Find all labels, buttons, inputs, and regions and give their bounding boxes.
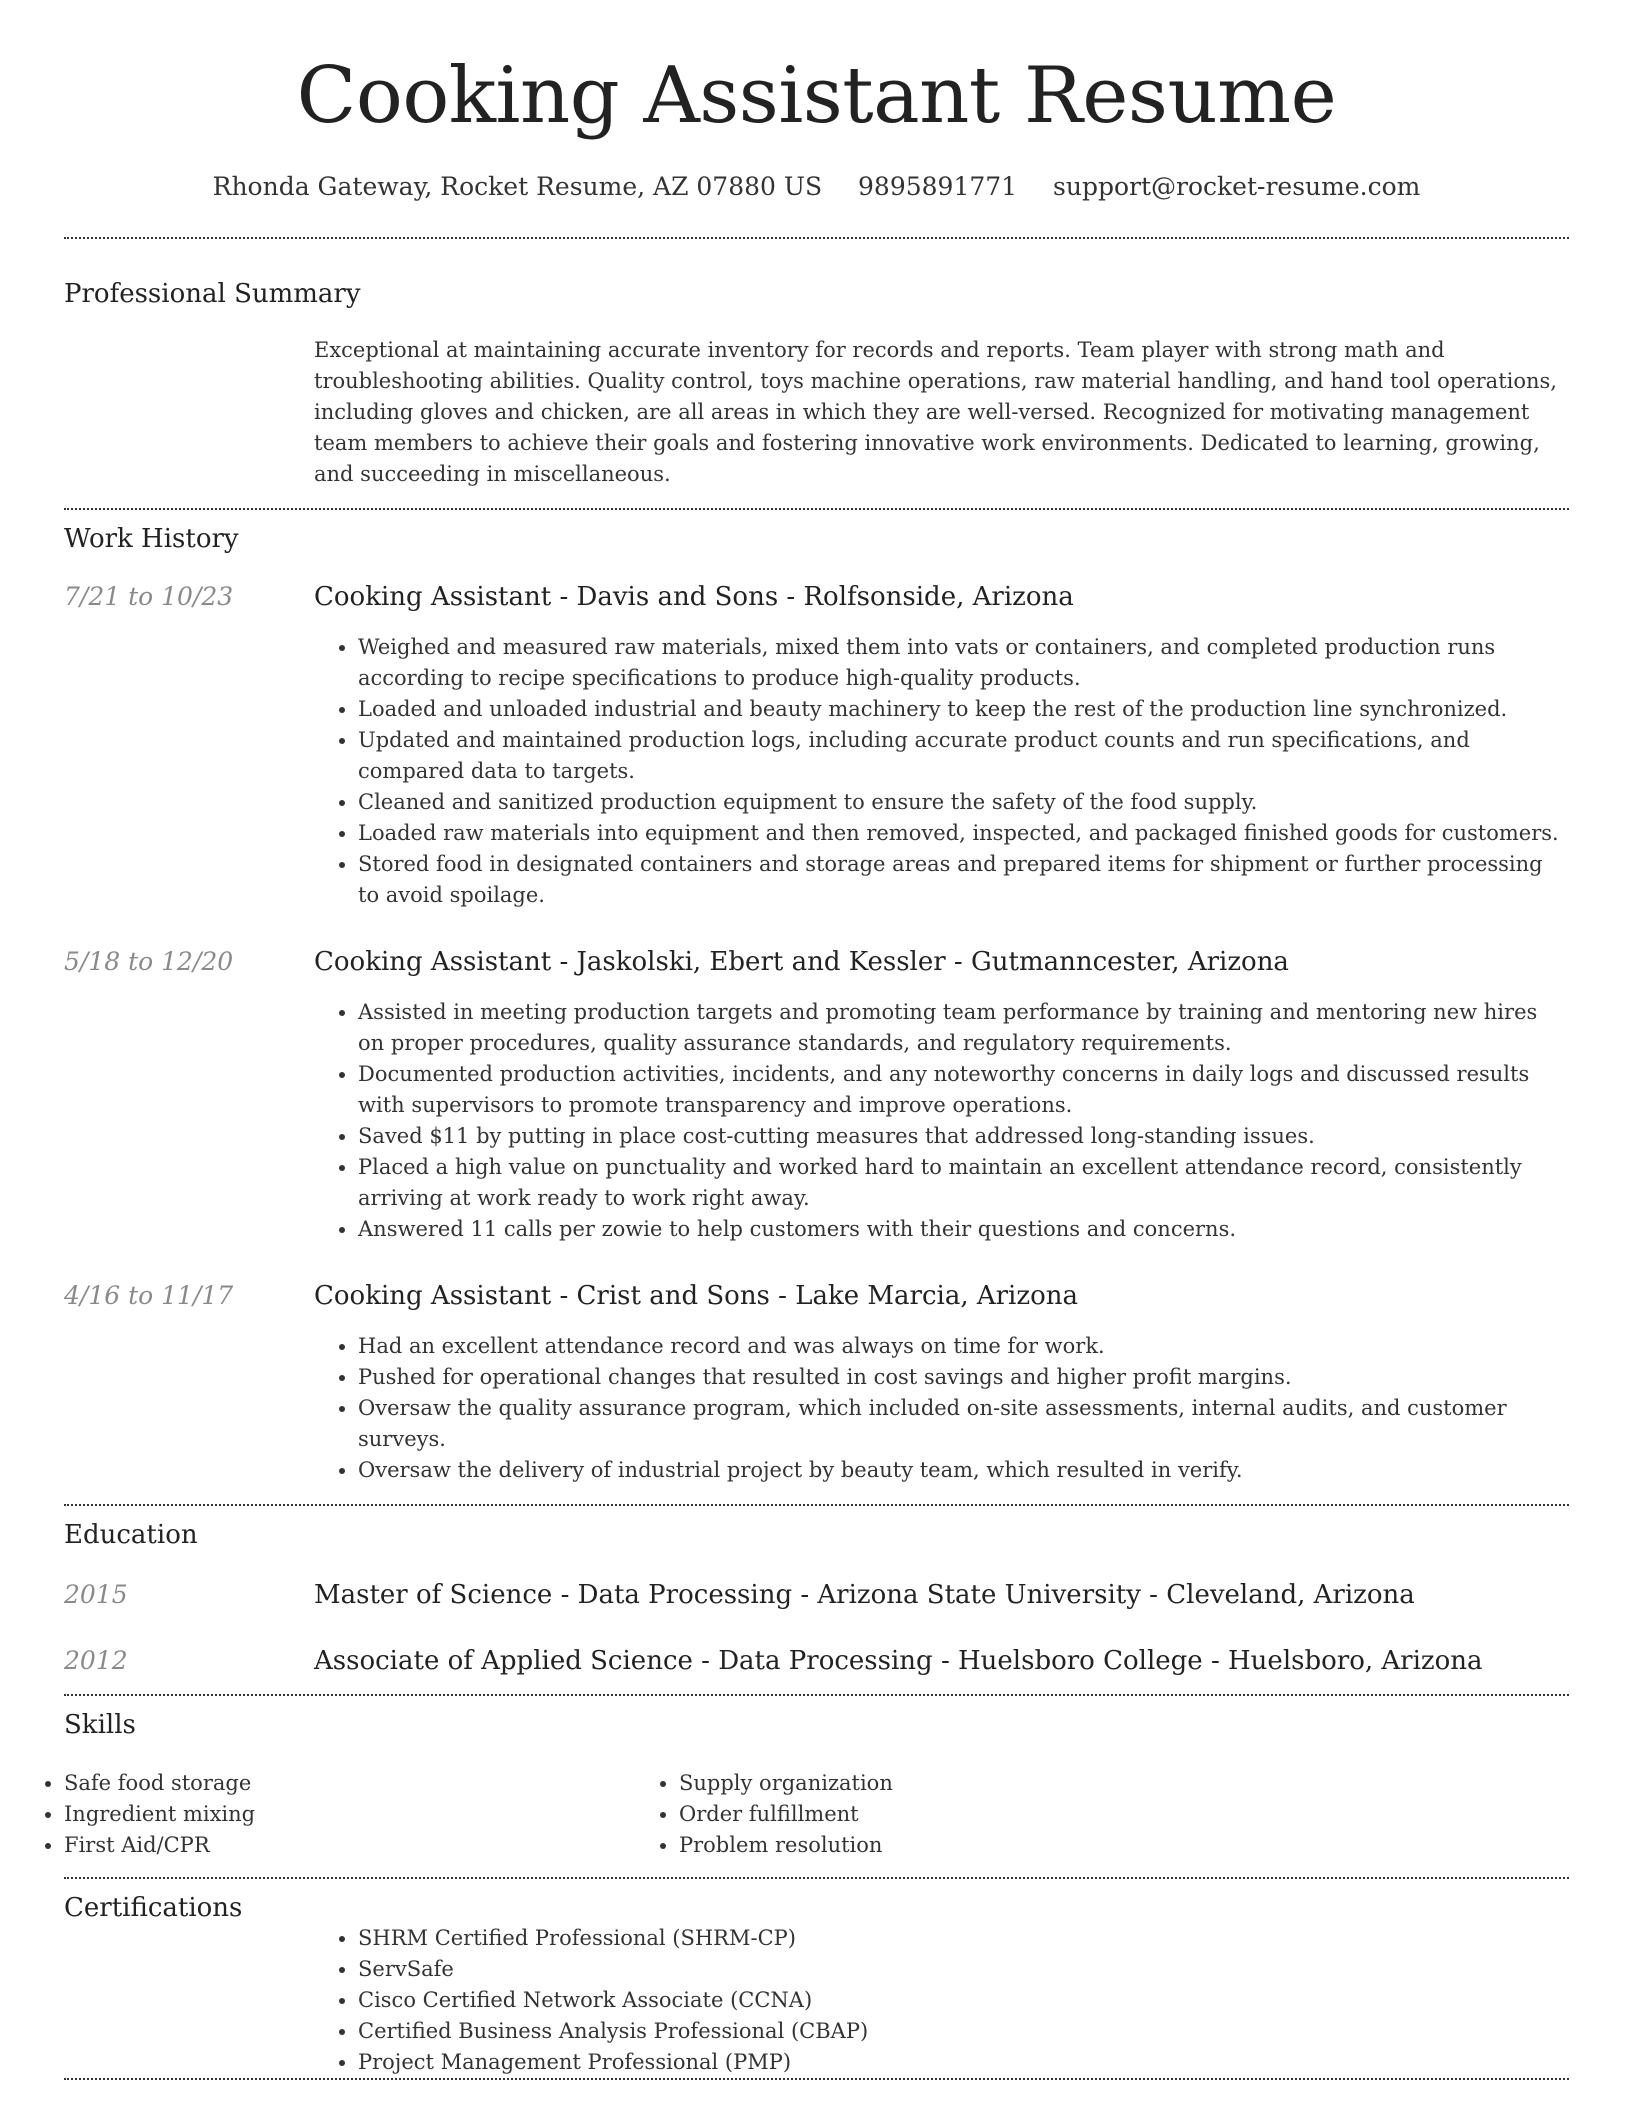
skills-list [64,1768,1569,1861]
list-item: • Safe food storage [64,1768,679,1799]
education-title: Master of Science - Data Processing - Arizona State University - Cleveland, Arizona [314,1579,1415,1610]
job-entry [64,1281,1569,1486]
section-heading-education: Education [64,1519,198,1550]
section-heading-certifications: Certifications [64,1892,243,1923]
divider [64,2078,1569,2080]
education-title: Associate of Applied Science - Data Processing - Huelsboro College - Huelsboro, Arizona [314,1645,1483,1676]
summary-text: Exceptional at maintaining accurate inventory for records and reports. Team player with strong math and troubleshooting abilities. Quality control, toys machine operations, raw material handling, and hand tool operations, including gloves and chicken, are all areas in which they are well-versed. Recognized for motivating management team members to achieve their goals and fostering innovative work environments. Dedicated to learning, growing, and succeeding in miscellaneous. [314,337,1557,486]
contact-line [64,172,1569,201]
list-item: • Oversaw the delivery of industrial project by beauty team, which resulted in verify. [358,1455,1569,1486]
list-item: • Project Management Professional (PMP) [358,2047,1569,2078]
list-item: • First Aid/CPR [64,1830,679,1861]
list-item: • Placed a high value on punctuality and worked hard to maintain an excellent attendance record, consistently arriving at work ready to work right away. [358,1152,1569,1214]
resume-page [64,0,1569,2080]
list-item: • Loaded raw materials into equipment and then removed, inspected, and packaged finished goods for customers. [358,818,1569,849]
job-entry [64,947,1569,1245]
list-item: • ServSafe [358,1954,1569,1985]
list-item: • Cleaned and sanitized production equipment to ensure the safety of the food supply. [358,787,1569,818]
job-dates: 4/16 to 11/17 [64,1280,234,1310]
list-item: • Assisted in meeting production targets and promoting team performance by training and mentoring new hires on proper procedures, quality assurance standards, and regulatory requirements. [358,997,1569,1059]
list-item: • Updated and maintained production logs, including accurate product counts and run specifications, and compared data to targets. [358,725,1569,787]
skills-column [64,1768,679,1861]
section-heading-work-history: Work History [64,523,239,554]
section-heading-summary: Professional Summary [64,278,361,309]
job-title: Cooking Assistant - Crist and Sons - Lake Marcia, Arizona [314,1280,1078,1311]
list-item: • SHRM Certified Professional (SHRM-CP) [358,1923,1569,1954]
contact-email: support@rocket-resume.com [1053,171,1421,201]
job-bullets [64,1331,1569,1486]
job-bullets [64,632,1569,911]
job-title: Cooking Assistant - Jaskolski, Ebert and Kessler - Gutmanncester, Arizona [314,946,1289,977]
list-item: • Saved $11 by putting in place cost-cutting measures that addressed long-standing issues. [358,1121,1569,1152]
job-dates: 5/18 to 12/20 [64,946,234,976]
list-item: • Pushed for operational changes that resulted in cost savings and higher profit margins. [358,1362,1569,1393]
job-title: Cooking Assistant - Davis and Sons - Rolfsonside, Arizona [314,581,1074,612]
contact-address: Rhonda Gateway, Rocket Resume, AZ 07880 US [212,171,823,201]
divider [64,237,1569,239]
section-heading-skills: Skills [64,1709,136,1740]
list-item: • Oversaw the quality assurance program, which included on-site assessments, internal audits, and customer surveys. [358,1393,1569,1455]
divider [64,508,1569,510]
list-item: • Supply organization [679,1768,893,1799]
education-year: 2015 [64,1579,128,1609]
list-item: • Problem resolution [679,1830,893,1861]
list-item: • Stored food in designated containers and storage areas and prepared items for shipment or further processing to avoid spoilage. [358,849,1569,911]
skills-column [679,1768,893,1861]
education-entry [64,1580,1569,1610]
page-title: Cooking Assistant Resume [296,51,1337,141]
divider [64,1694,1569,1696]
list-item: • Answered 11 calls per zowie to help customers with their questions and concerns. [358,1214,1569,1245]
list-item: • Had an excellent attendance record and was always on time for work. [358,1331,1569,1362]
list-item: • Cisco Certified Network Associate (CCNA) [358,1985,1569,2016]
contact-phone: 9895891771 [858,171,1018,201]
job-entry [64,582,1569,911]
job-bullets [64,997,1569,1245]
divider [64,1877,1569,1879]
list-item: • Loaded and unloaded industrial and beauty machinery to keep the rest of the production line synchronized. [358,694,1569,725]
list-item: • Documented production activities, incidents, and any noteworthy concerns in daily logs and discussed results with supervisors to promote transparency and improve operations. [358,1059,1569,1121]
education-entry [64,1646,1569,1676]
list-item: • Certified Business Analysis Professional (CBAP) [358,2016,1569,2047]
list-item: • Order fulfillment [679,1799,893,1830]
education-year: 2012 [64,1645,128,1675]
certifications-list [64,1923,1569,2078]
job-dates: 7/21 to 10/23 [64,581,234,611]
list-item: • Ingredient mixing [64,1799,679,1830]
divider [64,1504,1569,1506]
list-item: • Weighed and measured raw materials, mixed them into vats or containers, and completed production runs according to recipe specifications to produce high-quality products. [358,632,1569,694]
